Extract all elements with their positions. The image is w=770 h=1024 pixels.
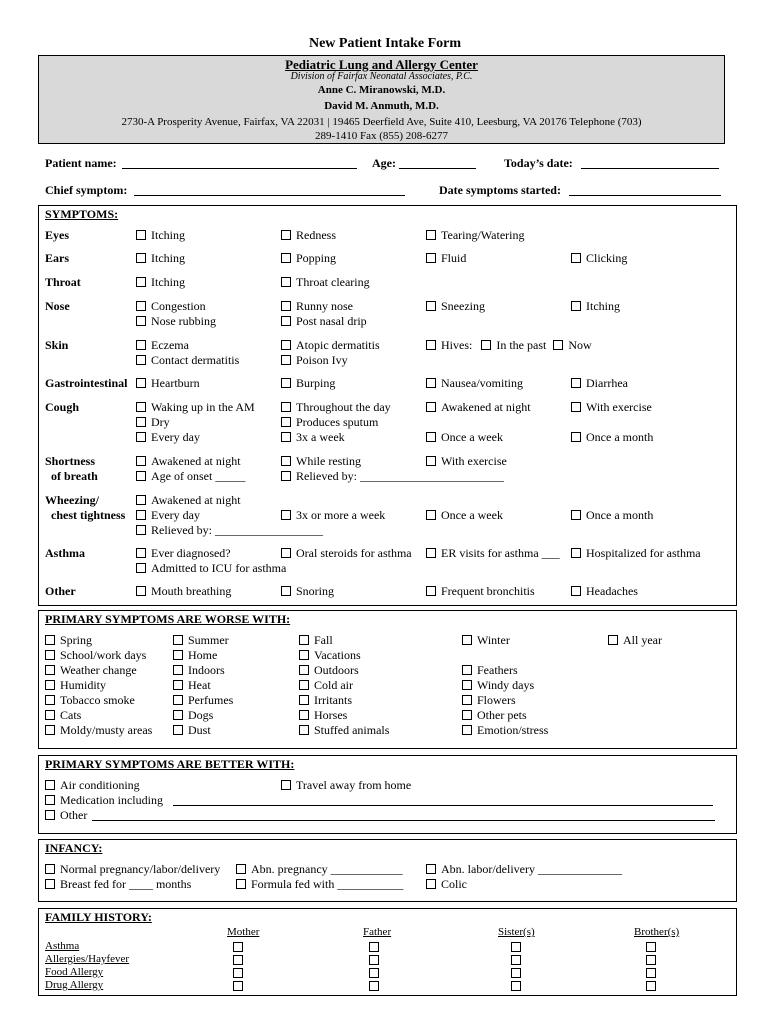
checkbox[interactable]: [136, 548, 146, 558]
checkbox[interactable]: [173, 710, 183, 720]
infancy-option[interactable]: Abn. labor/delivery ______________: [426, 862, 622, 877]
checkbox[interactable]: [136, 230, 146, 240]
option-asthma-steroids[interactable]: Oral steroids for asthma: [281, 546, 412, 561]
option-wheeze-monthly[interactable]: Once a month: [571, 508, 653, 523]
worse-option[interactable]: Dust: [173, 723, 211, 738]
fh-row-allergies: Allergies/Hayfever: [45, 953, 130, 965]
option-wheeze-relieved[interactable]: Relieved by: __________________: [136, 523, 323, 538]
checkbox[interactable]: [136, 471, 146, 481]
option-wheeze-everyday[interactable]: Every day: [136, 508, 200, 523]
infancy-option[interactable]: Normal pregnancy/labor/delivery: [45, 862, 220, 877]
worse-option[interactable]: Vacations: [299, 648, 361, 663]
checkbox[interactable]: [45, 879, 55, 889]
checkbox[interactable]: [462, 680, 472, 690]
better-with-section: [38, 755, 737, 834]
row-label-wheezing-2: chest tightness: [51, 508, 126, 522]
checkbox[interactable]: [369, 981, 379, 991]
checkbox[interactable]: [462, 710, 472, 720]
option-throat-itching[interactable]: Itching: [136, 275, 185, 290]
checkbox[interactable]: [299, 695, 309, 705]
worse-option[interactable]: Perfumes: [173, 693, 233, 708]
checkbox[interactable]: [136, 432, 146, 442]
clinic-name: Pediatric Lung and Allergy Center: [285, 57, 478, 72]
checkbox[interactable]: [173, 665, 183, 675]
infancy-section: [38, 839, 737, 902]
checkbox[interactable]: [136, 586, 146, 596]
checkbox[interactable]: [462, 695, 472, 705]
worse-option[interactable]: Irritants: [299, 693, 352, 708]
worse-option[interactable]: Moldy/musty areas: [45, 723, 152, 738]
division-name: Division of Fairfax Neonatal Associates, P.C.: [290, 71, 473, 82]
infancy-option[interactable]: Abn. pregnancy ____________: [236, 862, 403, 877]
worse-option[interactable]: Home: [173, 648, 217, 663]
checkbox[interactable]: [173, 650, 183, 660]
checkbox[interactable]: [233, 955, 243, 965]
checkbox[interactable]: [173, 680, 183, 690]
age-field[interactable]: [399, 157, 476, 169]
symptoms-section: [38, 205, 737, 606]
option-gi-heartburn[interactable]: Heartburn: [136, 376, 200, 391]
todays-date-field[interactable]: [581, 157, 719, 169]
option-asthma-diagnosed[interactable]: Ever diagnosed?: [136, 546, 231, 561]
checkbox[interactable]: [136, 301, 146, 311]
checkbox[interactable]: [299, 635, 309, 645]
date-started-label: Date symptoms started:: [439, 183, 561, 197]
checkbox[interactable]: [136, 510, 146, 520]
checkbox[interactable]: [462, 725, 472, 735]
row-label-gi: Gastrointestinal: [45, 376, 128, 390]
option-wheeze-night[interactable]: Awakened at night: [136, 493, 241, 508]
worse-with-section: [38, 610, 737, 749]
checkbox[interactable]: [281, 780, 291, 790]
checkbox[interactable]: [299, 680, 309, 690]
checkbox[interactable]: [281, 340, 291, 350]
checkbox[interactable]: [173, 695, 183, 705]
clinic-contact: 289-1410 Fax (855) 208-6277: [315, 130, 448, 142]
form-title: New Patient Intake Form: [308, 36, 462, 51]
better-with-title: PRIMARY SYMPTOMS ARE BETTER WITH:: [45, 757, 295, 771]
checkbox[interactable]: [646, 968, 656, 978]
checkbox[interactable]: [281, 586, 291, 596]
checkbox[interactable]: [281, 510, 291, 520]
checkbox[interactable]: [281, 301, 291, 311]
checkbox[interactable]: [173, 635, 183, 645]
checkbox[interactable]: [369, 942, 379, 952]
checkbox[interactable]: [281, 355, 291, 365]
checkbox[interactable]: [45, 665, 55, 675]
option-ears-clicking[interactable]: Clicking: [571, 251, 627, 266]
checkbox[interactable]: [281, 378, 291, 388]
checkbox[interactable]: [571, 586, 581, 596]
family-history-title: FAMILY HISTORY:: [45, 910, 152, 924]
checkbox[interactable]: [136, 355, 146, 365]
option-skin-eczema[interactable]: Eczema: [136, 338, 189, 353]
better-option-other[interactable]: Other: [45, 808, 87, 823]
option-eyes-tearing[interactable]: Tearing/Watering: [426, 228, 525, 243]
checkbox[interactable]: [571, 253, 581, 263]
worse-option[interactable]: Cats: [45, 708, 81, 723]
checkbox[interactable]: [136, 456, 146, 466]
row-label-ears: Ears: [45, 251, 69, 265]
option-cough-3x[interactable]: 3x a week: [281, 430, 345, 445]
checkbox[interactable]: [45, 650, 55, 660]
checkbox[interactable]: [45, 810, 55, 820]
doctor-name: Anne C. Miranowski, M.D.: [317, 84, 446, 96]
worse-option[interactable]: Heat: [173, 678, 211, 693]
checkbox[interactable]: [45, 695, 55, 705]
checkbox[interactable]: [369, 955, 379, 965]
checkbox[interactable]: [646, 942, 656, 952]
checkbox[interactable]: [136, 563, 146, 573]
option-skin-atopic[interactable]: Atopic dermatitis: [281, 338, 380, 353]
checkbox[interactable]: [281, 548, 291, 558]
checkbox[interactable]: [426, 586, 436, 596]
option-cough-exercise[interactable]: With exercise: [571, 400, 652, 415]
checkbox[interactable]: [236, 864, 246, 874]
checkbox[interactable]: [571, 432, 581, 442]
option-nose-itching[interactable]: Itching: [571, 299, 620, 314]
option-ears-itching[interactable]: Itching: [136, 251, 185, 266]
checkbox[interactable]: [233, 981, 243, 991]
option-wheeze-3x[interactable]: 3x or more a week: [281, 508, 385, 523]
option-cough-weekly[interactable]: Once a week: [426, 430, 503, 445]
checkbox[interactable]: [608, 635, 618, 645]
checkbox[interactable]: [426, 402, 436, 412]
checkbox[interactable]: [369, 968, 379, 978]
worse-option[interactable]: Winter: [462, 633, 510, 648]
row-label-eyes: Eyes: [45, 228, 69, 242]
checkbox[interactable]: [426, 864, 436, 874]
checkbox[interactable]: [571, 402, 581, 412]
checkbox[interactable]: [45, 710, 55, 720]
patient-name-field[interactable]: [122, 157, 357, 169]
option-sob-resting[interactable]: While resting: [281, 454, 361, 469]
checkbox[interactable]: [45, 795, 55, 805]
column-brothers: Brother(s): [634, 926, 680, 938]
worse-option[interactable]: All year: [608, 633, 662, 648]
checkbox[interactable]: [462, 665, 472, 675]
checkbox[interactable]: [426, 253, 436, 263]
option-ears-fluid[interactable]: Fluid: [426, 251, 466, 266]
option-nose-rubbing[interactable]: Nose rubbing: [136, 314, 216, 329]
worse-option[interactable]: Dogs: [173, 708, 213, 723]
checkbox[interactable]: [299, 650, 309, 660]
option-nose-postnasal[interactable]: Post nasal drip: [281, 314, 367, 329]
checkbox[interactable]: [511, 942, 521, 952]
checkbox[interactable]: [281, 471, 291, 481]
infancy-option[interactable]: Colic: [426, 877, 467, 892]
better-option-ac[interactable]: Air conditioning: [45, 778, 140, 793]
option-sob-exercise[interactable]: With exercise: [426, 454, 507, 469]
option-nose-congestion[interactable]: Congestion: [136, 299, 206, 314]
checkbox[interactable]: [571, 301, 581, 311]
option-sob-onset[interactable]: Age of onset _____: [136, 469, 245, 484]
checkbox[interactable]: [136, 495, 146, 505]
worse-option[interactable]: Cold air: [299, 678, 353, 693]
worse-option[interactable]: Tobacco smoke: [45, 693, 135, 708]
family-history-section: [38, 908, 737, 996]
checkbox[interactable]: [136, 417, 146, 427]
worse-option[interactable]: Humidity: [45, 678, 106, 693]
option-cough-am[interactable]: Waking up in the AM: [136, 400, 255, 415]
patient-name-label: Patient name:: [45, 156, 117, 170]
option-eyes-redness[interactable]: Redness: [281, 228, 336, 243]
option-gi-burping[interactable]: Burping: [281, 376, 335, 391]
infancy-title: INFANCY:: [45, 841, 103, 855]
checkbox[interactable]: [45, 780, 55, 790]
checkbox[interactable]: [136, 378, 146, 388]
option-asthma-er[interactable]: ER visits for asthma ___: [426, 546, 560, 561]
option-cough-sputum[interactable]: Produces sputum: [281, 415, 378, 430]
option-cough-night[interactable]: Awakened at night: [426, 400, 531, 415]
checkbox[interactable]: [45, 635, 55, 645]
worse-option[interactable]: Other pets: [462, 708, 527, 723]
checkbox[interactable]: [646, 981, 656, 991]
option-cough-day[interactable]: Throughout the day: [281, 400, 391, 415]
checkbox[interactable]: [281, 417, 291, 427]
checkbox[interactable]: [136, 525, 146, 535]
checkbox[interactable]: [553, 340, 563, 350]
infancy-option[interactable]: Formula fed with ___________: [236, 877, 403, 892]
worse-option[interactable]: Flowers: [462, 693, 516, 708]
option-skin-hives[interactable]: Hives: In the past Now: [426, 338, 592, 353]
chief-symptom-label: Chief symptom:: [45, 183, 128, 197]
worse-option[interactable]: Spring: [45, 633, 92, 648]
option-other-mouth[interactable]: Mouth breathing: [136, 584, 231, 599]
checkbox[interactable]: [136, 277, 146, 287]
worse-with-title: PRIMARY SYMPTOMS ARE WORSE WITH:: [45, 612, 291, 626]
infancy-option[interactable]: Breast fed for ____ months: [45, 877, 191, 892]
doctor-name: David M. Anmuth, M.D.: [324, 100, 439, 112]
fh-row-asthma: Asthma: [45, 940, 80, 952]
checkbox[interactable]: [299, 710, 309, 720]
option-other-bronchitis[interactable]: Frequent bronchitis: [426, 584, 535, 599]
clinic-address: 2730-A Prosperity Avenue, Fairfax, VA 22031 | 19465 Deerfield Ave, Suite 410, Leesburg, VA 20176 Telephone (703): [121, 116, 642, 128]
option-sob-night[interactable]: Awakened at night: [136, 454, 241, 469]
row-label-nose: Nose: [45, 299, 70, 313]
fh-row-food-allergy: Food Allergy: [45, 966, 104, 978]
option-hives-past: In the past: [496, 338, 547, 352]
worse-option[interactable]: Fall: [299, 633, 333, 648]
checkbox[interactable]: [281, 402, 291, 412]
option-asthma-icu[interactable]: Admitted to ICU for asthma: [136, 561, 286, 576]
checkbox[interactable]: [299, 725, 309, 735]
row-label-asthma: Asthma: [45, 546, 86, 560]
worse-option[interactable]: Emotion/stress: [462, 723, 548, 738]
row-label-throat: Throat: [45, 275, 81, 289]
worse-option[interactable]: Stuffed animals: [299, 723, 389, 738]
checkbox[interactable]: [426, 879, 436, 889]
row-label-wheezing: Wheezing/: [45, 493, 99, 507]
checkbox[interactable]: [45, 725, 55, 735]
column-father: Father: [363, 926, 392, 938]
chief-symptom-field[interactable]: [134, 184, 405, 196]
option-nose-sneezing[interactable]: Sneezing: [426, 299, 485, 314]
option-cough-dry[interactable]: Dry: [136, 415, 170, 430]
option-cough-everyday[interactable]: Every day: [136, 430, 200, 445]
option-eyes-itching[interactable]: Itching: [136, 228, 185, 243]
checkbox[interactable]: [281, 230, 291, 240]
checkbox[interactable]: [299, 665, 309, 675]
symptoms-title: SYMPTOMS:: [45, 207, 119, 221]
checkbox[interactable]: [236, 879, 246, 889]
worse-option[interactable]: School/work days: [45, 648, 146, 663]
checkbox[interactable]: [571, 548, 581, 558]
option-gi-nausea[interactable]: Nausea/vomiting: [426, 376, 523, 391]
medication-field[interactable]: [173, 794, 713, 806]
fh-row-drug-allergy: Drug Allergy: [45, 979, 104, 991]
option-nose-runny[interactable]: Runny nose: [281, 299, 353, 314]
checkbox[interactable]: [281, 432, 291, 442]
worse-option[interactable]: Windy days: [462, 678, 534, 693]
checkbox[interactable]: [426, 456, 436, 466]
checkbox[interactable]: [281, 253, 291, 263]
checkbox[interactable]: [45, 864, 55, 874]
row-label-sob-2: of breath: [51, 469, 98, 483]
checkbox[interactable]: [426, 378, 436, 388]
checkbox[interactable]: [173, 725, 183, 735]
checkbox[interactable]: [571, 510, 581, 520]
option-gi-diarrhea[interactable]: Diarrhea: [571, 376, 628, 391]
worse-option[interactable]: Weather change: [45, 663, 137, 678]
checkbox[interactable]: [462, 635, 472, 645]
checkbox[interactable]: [426, 230, 436, 240]
checkbox[interactable]: [281, 277, 291, 287]
option-sob-relieved[interactable]: Relieved by: ________________________: [281, 469, 504, 484]
checkbox[interactable]: [571, 378, 581, 388]
checkbox[interactable]: [511, 968, 521, 978]
worse-option[interactable]: Summer: [173, 633, 229, 648]
other-field[interactable]: [92, 809, 715, 821]
checkbox[interactable]: [233, 968, 243, 978]
column-sisters: Sister(s): [498, 926, 535, 938]
better-option-travel[interactable]: Travel away from home: [281, 778, 411, 793]
checkbox[interactable]: [646, 955, 656, 965]
checkbox[interactable]: [136, 253, 146, 263]
checkbox[interactable]: [426, 340, 436, 350]
row-label-other: Other: [45, 584, 76, 598]
checkbox[interactable]: [233, 942, 243, 952]
age-label: Age:: [372, 156, 396, 170]
option-hives-now: Now: [568, 338, 592, 352]
checkbox[interactable]: [426, 432, 436, 442]
option-wheeze-weekly[interactable]: Once a week: [426, 508, 503, 523]
checkbox[interactable]: [426, 510, 436, 520]
todays-date-label: Today’s date:: [504, 156, 573, 170]
checkbox[interactable]: [426, 548, 436, 558]
checkbox[interactable]: [511, 955, 521, 965]
checkbox[interactable]: [136, 316, 146, 326]
worse-option[interactable]: Feathers: [462, 663, 518, 678]
checkbox[interactable]: [511, 981, 521, 991]
row-label-skin: Skin: [45, 338, 69, 352]
option-other-snoring[interactable]: Snoring: [281, 584, 334, 599]
row-label-cough: Cough: [45, 400, 80, 414]
checkbox[interactable]: [136, 402, 146, 412]
option-skin-contact[interactable]: Contact dermatitis: [136, 353, 239, 368]
checkbox[interactable]: [136, 340, 146, 350]
option-skin-poison-ivy[interactable]: Poison Ivy: [281, 353, 348, 368]
checkbox[interactable]: [281, 456, 291, 466]
option-throat-clearing[interactable]: Throat clearing: [281, 275, 370, 290]
better-option-medication[interactable]: Medication including: [45, 793, 163, 808]
checkbox[interactable]: [481, 340, 491, 350]
option-asthma-hospitalized[interactable]: Hospitalized for asthma: [571, 546, 701, 561]
date-started-field[interactable]: [569, 184, 721, 196]
column-mother: Mother: [227, 926, 260, 938]
option-ears-popping[interactable]: Popping: [281, 251, 336, 266]
worse-option[interactable]: Indoors: [173, 663, 225, 678]
row-label-sob: Shortness: [45, 454, 96, 468]
worse-option[interactable]: Outdoors: [299, 663, 359, 678]
checkbox[interactable]: [45, 680, 55, 690]
option-other-headaches[interactable]: Headaches: [571, 584, 638, 599]
worse-option[interactable]: Horses: [299, 708, 347, 723]
checkbox[interactable]: [281, 316, 291, 326]
clinic-header: [38, 55, 725, 144]
option-cough-monthly[interactable]: Once a month: [571, 430, 653, 445]
checkbox[interactable]: [426, 301, 436, 311]
